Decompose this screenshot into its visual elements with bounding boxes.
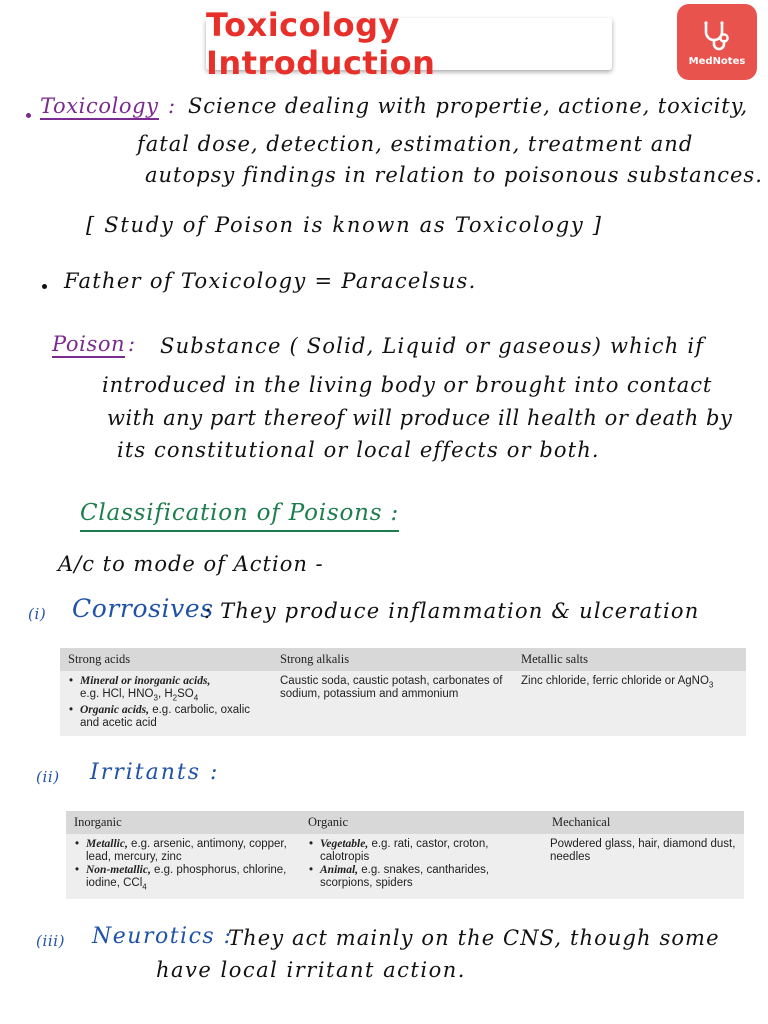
table-header: Mechanical	[544, 811, 744, 834]
table-cell	[300, 834, 544, 899]
table-cell	[60, 671, 272, 736]
table-header: Organic	[300, 811, 544, 834]
table-header: Inorganic	[66, 811, 300, 834]
table-cell: Powdered glass, hair, diamond dust, needles	[550, 838, 736, 863]
list-item: • Metallic, e.g. arsenic, antimony, copper, lead, mercury, zinc	[74, 838, 292, 864]
neurotics-desc-line1: They act mainly on the CNS, though some	[228, 926, 720, 950]
irritants-table	[66, 811, 744, 899]
toxicology-sep: :	[168, 94, 176, 118]
classification-heading: Classification of Poisons :	[80, 500, 399, 532]
list-item: • Vegetable, e.g. rati, castor, croton, calotropis	[308, 838, 536, 864]
corrosives-desc: : They produce inflammation & ulceration	[204, 599, 700, 623]
table-cell: Zinc chloride, ferric chloride or AgNO$_3$	[521, 675, 714, 690]
poison-def-line3: with any part thereof will produce ill health or death by	[107, 406, 733, 430]
toxicology-def-line2: fatal dose, detection, estimation, treatment and	[137, 132, 694, 156]
list-item: • Organic acids, e.g. carbolic, oxalic and acetic acid	[68, 704, 264, 730]
list-item: • Mineral or inorganic acids, e.g. HCl, $HNO_3$, $H_2SO_4$	[68, 675, 264, 704]
mednotes-logo	[677, 4, 757, 80]
father-of-toxicology: Father of Toxicology = Paracelsus.	[64, 269, 477, 293]
corrosives-number: (i)	[28, 605, 47, 623]
corrosives-table	[60, 648, 746, 736]
irritants-term: Irritants :	[90, 760, 220, 785]
stethoscope-icon	[700, 20, 734, 52]
page-title: Toxicology Introduction	[206, 6, 436, 82]
toxicology-term: Toxicology	[40, 94, 159, 118]
poison-def-line4: its constitutional or local effects or both.	[117, 438, 600, 462]
toxicology-def-line1: Science dealing with propertie, actione, toxicity,	[188, 94, 749, 118]
corrosives-term: Corrosives	[72, 594, 214, 623]
neurotics-number: (iii)	[36, 932, 66, 950]
list-item: • Animal, e.g. snakes, cantharides, scorpions, spiders	[308, 864, 536, 890]
table-header: Metallic salts	[513, 648, 746, 671]
table-header-row	[66, 811, 744, 834]
table-row	[66, 834, 744, 899]
table-header-row	[60, 648, 746, 671]
page-title-box	[206, 6, 612, 82]
list-item: • Non-metallic, e.g. phosphorus, chlorine, iodine, CCl$_4$	[74, 864, 292, 893]
logo-text: MedNotes	[688, 55, 746, 67]
irritants-number: (ii)	[36, 768, 60, 786]
study-note: [ Study of Poison is known as Toxicology ]	[86, 213, 603, 237]
poison-sep: :	[128, 332, 136, 356]
neurotics-desc-line2: have local irritant action.	[156, 958, 466, 982]
mode-of-action: A/c to mode of Action -	[58, 552, 324, 576]
neurotics-term: Neurotics :	[92, 924, 233, 949]
table-cell: Caustic soda, caustic potash, carbonates of sodium, potassium and ammonium	[280, 675, 503, 700]
toxicology-def-line3: autopsy findings in relation to poisonous substances.	[145, 163, 763, 187]
poison-term: Poison	[52, 332, 126, 356]
table-row	[60, 671, 746, 736]
bullet-father	[42, 284, 47, 289]
table-cell	[66, 834, 300, 899]
table-header: Strong acids	[60, 648, 272, 671]
poison-def-line2: introduced in the living body or brought into contact	[102, 373, 713, 397]
table-header: Strong alkalis	[272, 648, 513, 671]
poison-def-line1: Substance ( Solid, Liquid or gaseous) which if	[160, 334, 705, 358]
bullet-toxicology	[26, 113, 31, 118]
